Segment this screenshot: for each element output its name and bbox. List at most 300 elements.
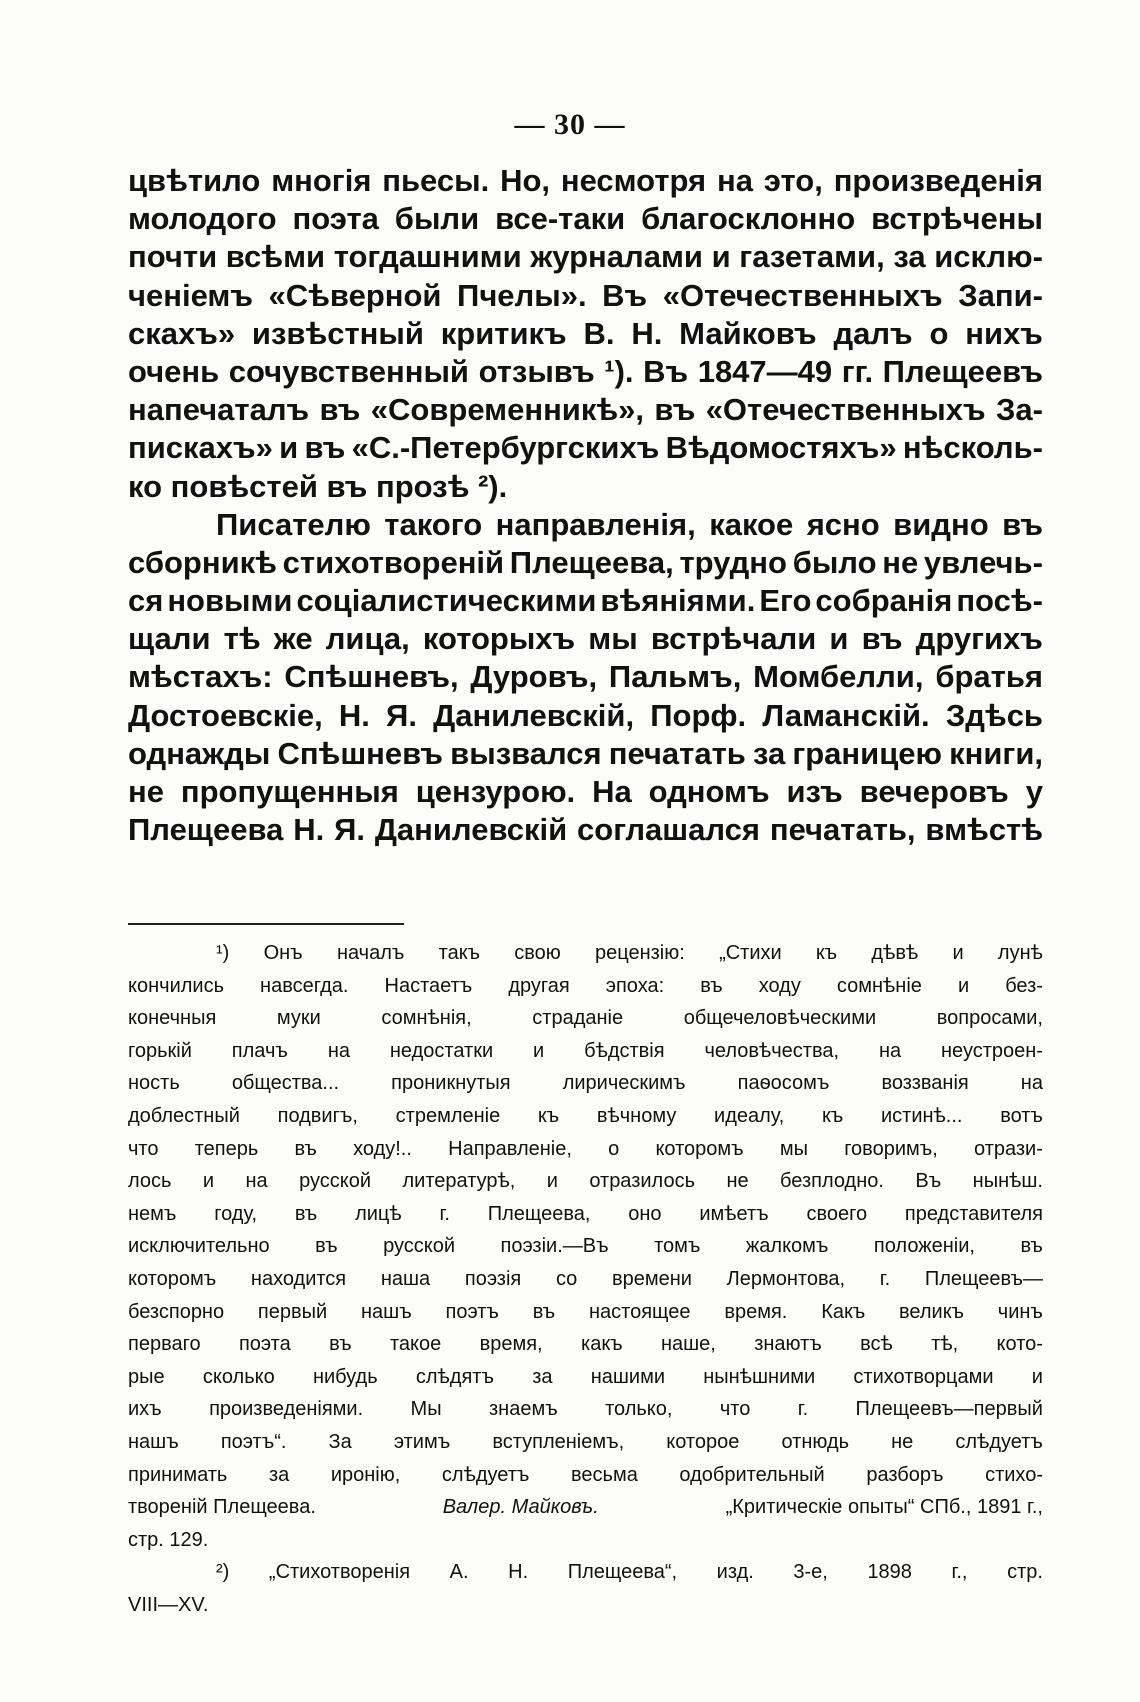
word: отзывъ: [478, 353, 595, 389]
word: рые: [128, 1365, 165, 1388]
word: вотъ: [1000, 1104, 1043, 1127]
word: Плещеевъ: [882, 353, 1043, 389]
word: томъ: [654, 1235, 701, 1258]
word: подвигъ,: [277, 1104, 358, 1127]
word: конечныя: [128, 1007, 217, 1030]
word: стремленіе: [395, 1104, 501, 1127]
word: изд.: [716, 1561, 754, 1584]
page-number: — 30 —: [514, 108, 626, 141]
word: въ: [700, 974, 723, 997]
word: все-таки: [495, 201, 626, 237]
footnote-line: [128, 1198, 1043, 1231]
word: видно: [893, 506, 989, 542]
word: наше,: [660, 1333, 716, 1356]
footnote-line: [128, 1100, 1043, 1133]
word: произведенія: [833, 163, 1043, 198]
text-line: [128, 200, 1043, 238]
word: что: [128, 1137, 159, 1160]
word: не: [891, 1430, 914, 1453]
text-line: [128, 277, 1043, 315]
word: 1898: [867, 1561, 912, 1584]
word: встрѣчены: [871, 201, 1043, 237]
text-line: [128, 735, 1043, 773]
word: наша: [380, 1267, 431, 1290]
word: другая: [508, 974, 570, 997]
word: ходу: [758, 974, 801, 997]
word: въ: [1002, 506, 1043, 542]
word: отнюдь: [781, 1430, 850, 1453]
word: своего: [806, 1202, 868, 1225]
word: и: [711, 239, 731, 275]
word: какое: [709, 506, 794, 542]
word: положеніи,: [873, 1235, 975, 1258]
text-line: [128, 582, 1043, 620]
word: такое: [389, 1333, 442, 1356]
word: сколько: [202, 1365, 275, 1388]
word: Мы: [410, 1398, 442, 1421]
word: не: [726, 1170, 749, 1193]
footnote-line: [128, 1165, 1043, 1198]
word: въ: [294, 1137, 317, 1160]
word: одномъ: [648, 774, 770, 809]
word: слѣдятъ: [415, 1365, 494, 1388]
word: нибудь: [312, 1365, 378, 1388]
word: другихъ: [915, 621, 1043, 657]
word: которомъ: [128, 1267, 217, 1290]
word: мы: [779, 1137, 808, 1160]
word: ченіемъ: [128, 277, 253, 313]
word: Порф.: [650, 697, 747, 733]
word: на: [878, 1039, 902, 1062]
cited-author: Валер. Майковъ.: [442, 1496, 599, 1519]
word: и: [279, 430, 299, 466]
footnote-line: [128, 1459, 1043, 1492]
text-line: [128, 238, 1043, 276]
paragraph-start-line: [128, 506, 1043, 544]
text-line: [128, 429, 1043, 467]
text-line: [128, 697, 1043, 735]
word: кото-: [996, 1333, 1043, 1356]
word: о: [608, 1137, 620, 1160]
word: со: [555, 1267, 578, 1290]
word: Данилевскій,: [433, 697, 635, 733]
word: первый: [257, 1300, 328, 1323]
word: въ: [319, 392, 361, 428]
word: теперь: [194, 1137, 259, 1160]
footnote-citation-line: [128, 1491, 1043, 1524]
word: направленія,: [495, 506, 696, 542]
word: газетами,: [739, 239, 885, 275]
word: безплодно.: [780, 1170, 884, 1193]
word: соціалистическими: [296, 583, 597, 619]
word: въ: [315, 1235, 338, 1258]
word: Ламанскій.: [762, 697, 930, 733]
word: тогдашними: [333, 239, 522, 275]
word: слѣдуетъ: [955, 1430, 1043, 1453]
word: мы: [588, 621, 638, 657]
word: нихъ: [965, 315, 1043, 351]
word: За-: [996, 392, 1043, 428]
word: всѣми: [225, 239, 326, 275]
word: бѣдствія: [584, 1039, 665, 1062]
word: говоримъ,: [844, 1137, 938, 1160]
word: вызвался: [450, 735, 602, 771]
word: без-: [1005, 974, 1043, 997]
word: ²): [216, 1561, 230, 1584]
word: Майковъ: [679, 315, 817, 351]
word: Въ: [915, 1170, 942, 1193]
word: Плещеева,: [509, 544, 674, 580]
word: сочувственный: [228, 353, 469, 389]
footnote-line: [128, 1328, 1043, 1361]
word: началъ: [336, 942, 405, 964]
word: 1847—49: [697, 353, 833, 389]
word: перваго: [128, 1333, 201, 1356]
word: рецензію:: [594, 942, 685, 964]
word: въ: [329, 1333, 352, 1356]
word: сборникѣ: [128, 544, 277, 580]
word: и: [957, 974, 970, 997]
word: Плещеева,: [487, 1202, 591, 1225]
word: Спѣшневъ: [277, 735, 444, 771]
word: въ: [304, 430, 346, 466]
word: Пальмъ,: [608, 659, 742, 695]
word: доблестный: [128, 1104, 240, 1127]
word: ходу!..: [353, 1137, 412, 1160]
word: поэтъ: [445, 1300, 499, 1323]
word: «Отечественныхъ: [662, 277, 943, 313]
main-text-block: [128, 162, 1043, 849]
word: за: [532, 1365, 553, 1388]
word: ся: [128, 583, 164, 619]
word: году,: [214, 1202, 257, 1225]
word: Момбелли,: [753, 659, 924, 695]
word: вѣчному: [596, 1104, 677, 1127]
word: тѣ,: [931, 1333, 959, 1356]
word: соглашался: [577, 812, 760, 848]
footnote-line: [128, 1067, 1043, 1100]
word: за: [752, 735, 786, 771]
word: „Стихи: [719, 942, 782, 964]
word: встрѣчали: [650, 621, 817, 657]
word: исключительно: [128, 1235, 270, 1258]
word: сомнѣнія,: [381, 1007, 472, 1030]
word: «Современникѣ»,: [370, 392, 645, 428]
word: немъ: [128, 1202, 177, 1225]
word: поэта: [238, 1333, 291, 1356]
word: времени: [611, 1267, 692, 1290]
word: Лермонтова,: [726, 1267, 846, 1290]
footnote-line: [128, 1133, 1043, 1166]
word: знаемъ: [488, 1398, 558, 1421]
word: 3-е,: [793, 1561, 828, 1584]
word: и: [952, 942, 964, 964]
word: ясно: [806, 506, 880, 542]
word: Его: [759, 583, 812, 619]
word: общества...: [231, 1072, 340, 1095]
word: нынѣшними: [703, 1365, 816, 1388]
word: В.: [583, 315, 615, 351]
word: Достоевскіе,: [128, 697, 323, 733]
word: не: [128, 774, 164, 809]
footnote-text: твореній Плещеева.: [128, 1496, 316, 1519]
word: Пчелы».: [457, 277, 587, 313]
word: великъ: [899, 1300, 964, 1323]
word: ность: [128, 1072, 180, 1095]
word: поэзіи.—Въ: [500, 1235, 609, 1258]
text-line: [128, 353, 1043, 391]
word: разборъ: [866, 1463, 944, 1486]
word: идеалу,: [714, 1104, 785, 1127]
word: А.: [449, 1561, 469, 1584]
word: были: [394, 201, 480, 237]
word: Писателю: [216, 506, 371, 542]
word: это,: [763, 163, 823, 198]
word: настоящее: [589, 1300, 691, 1323]
word: плачъ: [231, 1039, 288, 1062]
word: и: [829, 621, 849, 657]
word: недостатки: [389, 1039, 494, 1062]
word: за: [893, 239, 926, 275]
word: Вѣдомостяхъ»: [665, 430, 897, 466]
footnote-line: [128, 1035, 1043, 1068]
word: Данилевскій: [374, 812, 568, 848]
word: исклю-: [934, 239, 1043, 275]
word: На: [592, 774, 632, 809]
word: этимъ: [393, 1430, 451, 1453]
word: поэзія: [464, 1267, 522, 1290]
word: мѣстахъ:: [128, 659, 273, 695]
word: ¹): [216, 942, 230, 964]
word: у: [1025, 774, 1043, 809]
word: свою: [514, 942, 561, 964]
word: увлечь-: [923, 544, 1043, 580]
word: «Сѣверной: [268, 277, 442, 313]
word: нашими: [590, 1365, 666, 1388]
word: которыхъ: [422, 621, 576, 657]
word: проникнутыя: [391, 1072, 511, 1095]
word: пьесы.: [382, 163, 490, 198]
word: нашъ: [360, 1300, 412, 1323]
word: щали: [128, 621, 211, 657]
word: лица,: [325, 621, 410, 657]
text-line: [128, 315, 1043, 353]
word: иронію,: [330, 1463, 401, 1486]
footnote-line: стр. 129.: [128, 1528, 209, 1551]
word: время,: [479, 1333, 543, 1356]
word: Н.: [293, 812, 325, 848]
word: жалкомъ: [745, 1235, 829, 1258]
word: представителя: [904, 1202, 1043, 1225]
footnote-divider: [128, 923, 404, 925]
word: Какъ: [821, 1300, 866, 1323]
footnote-line: VIII—XV.: [128, 1593, 209, 1616]
word: принимать: [128, 1463, 228, 1486]
word: молодого: [128, 201, 277, 237]
word: ¹).: [604, 353, 634, 389]
word: однажды: [128, 735, 271, 771]
word: лицѣ: [355, 1202, 402, 1225]
word: произведеніями.: [209, 1398, 364, 1421]
word: пискахъ»: [128, 430, 273, 466]
word: сомнѣніе: [836, 974, 922, 997]
word: Здѣсь: [945, 697, 1043, 733]
word: какъ: [581, 1333, 623, 1356]
text-line: [128, 544, 1043, 582]
word: и: [533, 1039, 545, 1062]
word: навсегда.: [260, 974, 349, 997]
word: такъ: [438, 942, 480, 964]
word: поэта: [292, 201, 379, 237]
word: собранія: [815, 583, 953, 619]
word: на: [327, 1039, 350, 1062]
footnote-line: [128, 1002, 1043, 1035]
word: г.,: [951, 1561, 968, 1584]
word: Дуровъ,: [470, 659, 598, 695]
word: стр.: [1007, 1561, 1043, 1584]
word: скахъ»: [128, 315, 236, 351]
word: такого: [384, 506, 483, 542]
text-line: [128, 620, 1043, 658]
word: извѣстный: [251, 315, 424, 351]
word: Плещеева: [128, 812, 284, 848]
word: въ: [1020, 1235, 1043, 1258]
word: Плещеева“,: [567, 1561, 678, 1584]
word: къ: [815, 942, 838, 964]
word: цвѣтило: [128, 163, 261, 198]
footnote-line: [128, 1361, 1043, 1394]
word: Я.: [386, 697, 417, 733]
word: въ: [654, 392, 696, 428]
word: было: [792, 544, 877, 580]
word: вопросами,: [936, 1007, 1043, 1030]
text-line: [128, 391, 1043, 429]
word: Настаетъ: [384, 974, 473, 997]
word: почти: [128, 239, 218, 275]
word: г.: [879, 1267, 891, 1290]
word: нѣсколь-: [902, 430, 1043, 466]
word: Плещеевъ—первый: [855, 1398, 1043, 1421]
footnote-line: [128, 970, 1043, 1003]
word: вечеровъ: [859, 774, 1009, 809]
word: горькій: [128, 1039, 192, 1062]
word: о: [929, 315, 949, 351]
word: „Стихотворенія: [268, 1561, 411, 1584]
word: страданіе: [532, 1007, 624, 1030]
word: посѣ-: [956, 583, 1043, 619]
word: Н.: [631, 315, 663, 351]
word: не: [882, 544, 919, 580]
word: лирическимъ: [562, 1072, 686, 1095]
word: имѣетъ: [699, 1202, 769, 1225]
word: Онъ: [263, 942, 303, 964]
word: которое: [666, 1430, 740, 1453]
word: далъ: [833, 315, 913, 351]
word: къ: [537, 1104, 560, 1127]
word: Я.: [334, 812, 365, 848]
word: братья: [935, 659, 1043, 695]
word: гг.: [841, 353, 874, 389]
word: только,: [605, 1398, 673, 1421]
word: вступленіемъ,: [492, 1430, 625, 1453]
word: воззванія: [881, 1072, 969, 1095]
text-line: [128, 658, 1043, 696]
word: Спѣшневъ,: [284, 659, 459, 695]
word: же: [273, 621, 313, 657]
word: и: [1031, 1365, 1043, 1388]
word: на: [716, 163, 753, 198]
word: «Отечественныхъ: [705, 392, 986, 428]
word: За: [328, 1430, 352, 1453]
word: что: [719, 1398, 751, 1421]
word: благосклонно: [641, 201, 856, 237]
footnote-line: [128, 1296, 1043, 1329]
word: русской: [383, 1235, 456, 1258]
footnote-line: [128, 1263, 1043, 1296]
word: г.: [797, 1398, 809, 1421]
word: знаютъ: [754, 1333, 822, 1356]
text-line: [128, 162, 1043, 200]
word: къ: [822, 1104, 844, 1127]
word: Въ: [602, 277, 648, 313]
word: человѣчества,: [704, 1039, 840, 1062]
word: многія: [271, 163, 372, 198]
footnote-line: [128, 1393, 1043, 1426]
word: безспорно: [128, 1300, 225, 1323]
word: нашъ: [128, 1430, 179, 1453]
word: тѣ: [223, 621, 261, 657]
word: ихъ: [128, 1398, 162, 1421]
word: стихо-: [985, 1463, 1043, 1486]
word: которомъ: [655, 1137, 744, 1160]
word: муки: [276, 1007, 321, 1030]
text-line: [128, 811, 1043, 849]
word: цензурою.: [415, 774, 576, 809]
word: Н.: [508, 1561, 529, 1584]
word: критикъ: [440, 315, 567, 351]
word: въ: [532, 1300, 556, 1323]
word: въ: [294, 1202, 318, 1225]
footnote-line: [128, 1556, 1043, 1589]
word: границею: [792, 735, 942, 771]
word: время.: [724, 1300, 788, 1323]
word: и: [202, 1170, 215, 1193]
word: Запи-: [958, 277, 1043, 313]
word: Плещеевъ—: [924, 1267, 1043, 1290]
word: весьма: [571, 1463, 638, 1486]
word: слѣдуетъ: [441, 1463, 530, 1486]
word: эпоха:: [605, 974, 665, 997]
text-line: ко повѣстей въ прозѣ ²).: [128, 468, 508, 504]
word: оно: [628, 1202, 662, 1225]
word: г.: [439, 1202, 450, 1225]
word: на: [245, 1170, 268, 1193]
word: вѣяніями.: [600, 583, 756, 619]
word: русской: [299, 1170, 372, 1193]
word: отразилось: [589, 1170, 695, 1193]
word: очень: [128, 353, 220, 389]
word: печатать,: [769, 812, 916, 848]
footnotes-block: [128, 937, 1043, 1621]
cited-work: „Критическіе опыты“ СПб., 1891 г.,: [725, 1496, 1043, 1519]
word: на: [1020, 1072, 1043, 1095]
word: стихотвореній: [282, 544, 505, 580]
word: журналами: [530, 239, 703, 275]
word: изъ: [786, 774, 843, 809]
word: трудно: [679, 544, 787, 580]
footnote-line: [128, 937, 1043, 970]
footnote-line: [128, 1230, 1043, 1263]
